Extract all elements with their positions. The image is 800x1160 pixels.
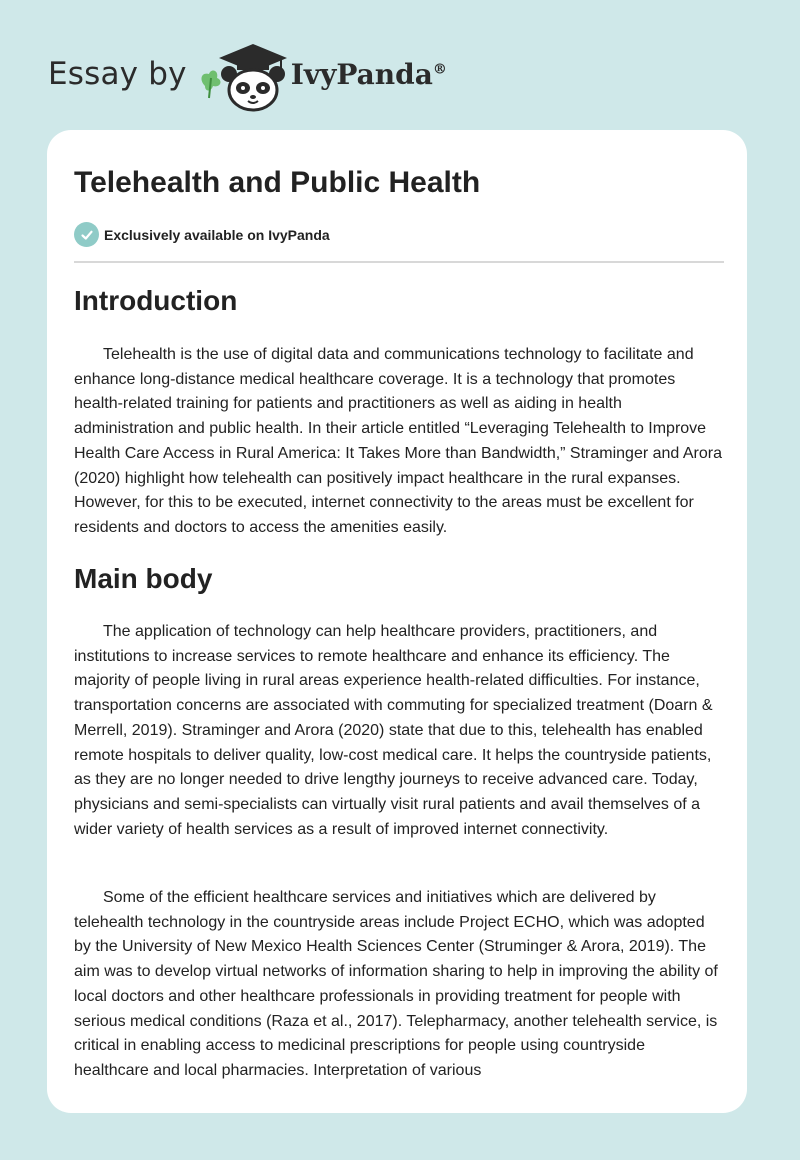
paragraph-intro-1: Telehealth is the use of digital data and communications technology to facilitate and enhance long-distance medical healthcare coverage. It is a technology that promotes health-related training for patients and practitioners as well as aiding in health administration and public health. In their article entitled “Leveraging Telehealth to Improve Health Care Access in Rural America: It Takes More than Bandwidth,” Straminger and Arora (2020) highlight how telehealth can positively impact healthcare in the rural expanses. However, for this to be executed, internet connectivity to the areas must be excellent for residents and doctors to access the amenities easily. <box>74 346 723 536</box>
section-heading-main-body: Main body <box>74 563 213 594</box>
essay-title: Telehealth and Public Health <box>74 166 481 199</box>
essay-card <box>47 130 747 1113</box>
section-heading-introduction: Introduction <box>74 285 238 316</box>
paragraph-main-2: Some of the efficient healthcare services and initiatives which are delivered by telehealth technology in the countryside areas include Project ECHO, which was adopted by the University of New Mexico Health Sciences Center (Struminger & Arora, 2019). The aim was to develop virtual networks of information sharing to help in improving the ability of local doctors and other healthcare professionals in providing treatment for people with serious medical conditions (Raza et al., 2017). Telepharmacy, another telehealth service, is critical in enabling access to medicinal prescriptions for people using countryside healthcare and local pharmacies. Interpretation of various <box>74 889 718 1079</box>
title-divider <box>74 261 724 263</box>
brand-name: IvyPanda® <box>290 57 447 91</box>
site-header <box>48 34 447 114</box>
registered-mark: ® <box>432 61 447 78</box>
paragraph-main-1: The application of technology can help healthcare providers, practitioners, and institutions to increase services to remote healthcare and enhance its efficiency. The majority of people living in rural areas experience health-related difficulties. For instance, transportation concerns are associated with commuting for specialized treatment (Doarn & Merrell, 2019). Straminger and Arora (2020) state that due to this, telehealth has enabled remote hospitals to deliver quality, low-cost medical care. It helps the countryside patients, as they are no longer needed to drive lengthy journeys to receive advanced care. Today, physicians and semi-specialists can virtually visit rural patients and avail themselves of a wider variety of health services as a result of improved internet connectivity. <box>74 623 713 838</box>
exclusive-label: Exclusively available on IvyPanda <box>104 226 330 243</box>
ivypanda-logo[interactable] <box>197 36 447 112</box>
panda-mascot-icon <box>197 36 289 112</box>
essay-by-label: Essay by <box>48 56 187 92</box>
exclusive-badge <box>74 222 330 247</box>
ivy-leaf-icon <box>201 71 220 98</box>
check-icon <box>74 222 99 247</box>
